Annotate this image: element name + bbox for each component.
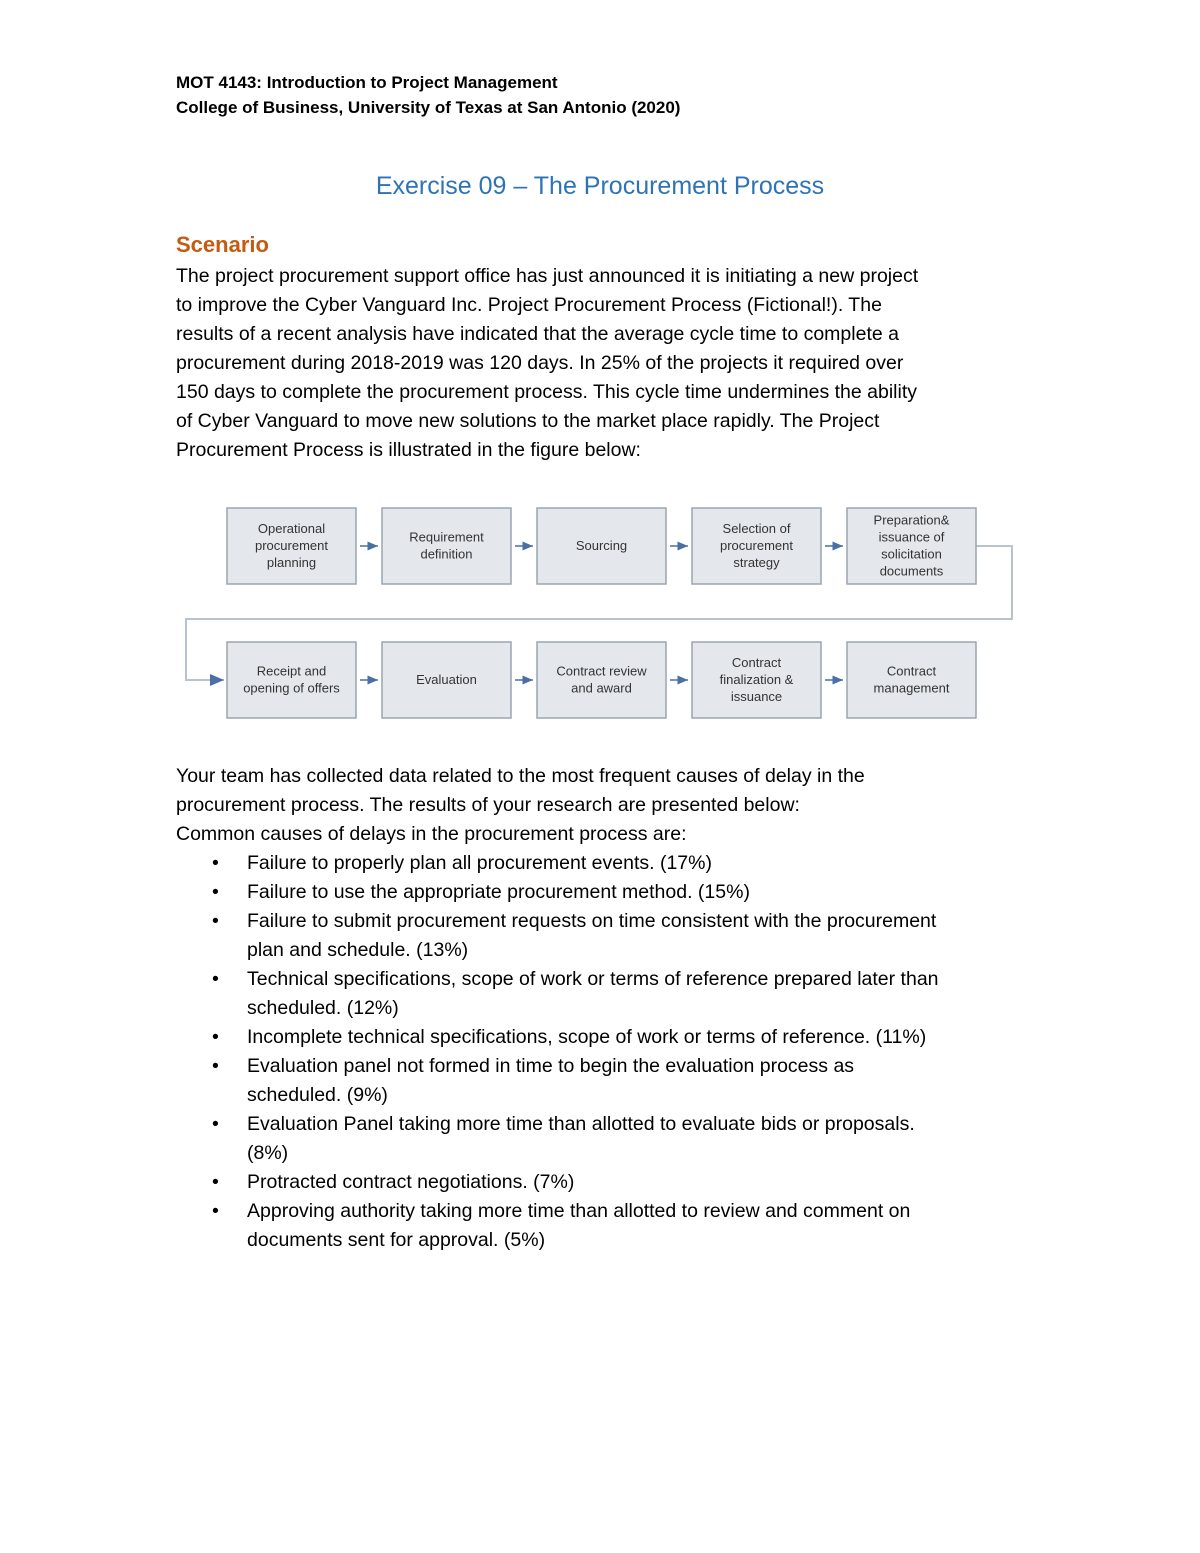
process-step-box — [692, 642, 821, 718]
process-step-label: opening of offers — [243, 680, 340, 696]
process-step-label: Evaluation — [416, 672, 477, 687]
bullet-icon: • — [212, 852, 219, 874]
process-step-box — [227, 642, 356, 718]
process-step-label: procurement — [720, 538, 793, 553]
list-item: • Protracted contract negotiations. (7%) — [176, 1168, 1036, 1197]
process-step-box — [847, 508, 976, 584]
process-step-box — [227, 508, 356, 584]
scenario-line: to improve the Cyber Vanguard Inc. Project Procurement Process (Fictional!). The — [176, 294, 882, 316]
process-step-label: and award — [571, 680, 632, 696]
bullet-icon: • — [212, 1026, 219, 1048]
list-item: • Approving authority taking more time than allotted to review and comment on documents sent for approval. (5%) — [176, 1197, 1036, 1255]
bullet-icon: • — [212, 968, 219, 990]
bullet-icon: • — [212, 1171, 219, 1193]
process-step-label: Selection of — [722, 521, 791, 536]
list-item: • Evaluation panel not formed in time to begin the evaluation process as scheduled. (9%) — [176, 1052, 1036, 1110]
scenario-heading: Scenario — [176, 232, 269, 257]
process-step-label: definition — [420, 546, 473, 562]
process-step-label: Preparation& — [873, 512, 950, 528]
process-step-label: documents — [879, 563, 944, 579]
list-item: • Failure to use the appropriate procurement method. (15%) — [176, 878, 1036, 907]
process-step-label: procurement — [255, 538, 328, 553]
bullet-icon: • — [212, 1200, 219, 1222]
list-item: • Failure to submit procurement requests on time consistent with the procurement plan and schedule. (13%) — [176, 907, 1036, 965]
team-paragraph — [176, 762, 1026, 820]
scenario-line: 150 days to complete the procurement process. This cycle time undermines the ability — [176, 381, 917, 403]
process-flow-svg — [176, 498, 1026, 728]
scenario-line: Procurement Process is illustrated in the figure below: — [176, 439, 641, 461]
process-step-label: Operational — [257, 521, 326, 536]
process-step-label: strategy — [733, 555, 780, 570]
process-step-label: Contract review — [556, 663, 647, 679]
scenario-line: of Cyber Vanguard to move new solutions to the market place rapidly. The Project — [176, 410, 880, 432]
process-step-label: Receipt and — [256, 663, 327, 679]
process-step-label: Sourcing — [575, 538, 628, 553]
causes-list — [176, 849, 1036, 1255]
college-line: College of Business, University of Texas at San Antonio (2020) — [176, 98, 681, 117]
team-line: Your team has collected data related to the most frequent causes of delay in the — [176, 765, 865, 787]
process-step-label: issuance — [730, 689, 783, 704]
bullet-icon: • — [212, 881, 219, 903]
bullet-icon: • — [212, 1055, 219, 1077]
process-step-label: Contract — [886, 663, 937, 679]
scenario-line: The project procurement support office has just announced it is initiating a new project — [176, 265, 919, 287]
process-step-box — [382, 642, 511, 718]
process-step-box — [382, 508, 511, 584]
process-step-label: Requirement — [409, 529, 484, 545]
process-step-box — [847, 642, 976, 718]
list-item: • Failure to properly plan all procurement events. (17%) — [176, 849, 1036, 878]
process-step-label: management — [873, 680, 950, 696]
process-step-label: Contract — [731, 655, 782, 670]
bullet-icon: • — [212, 910, 219, 932]
process-step-label: finalization & — [719, 672, 794, 687]
process-step-box — [537, 508, 666, 584]
scenario-paragraph — [176, 262, 1026, 465]
team-line: procurement process. The results of your research are presented below: — [176, 794, 800, 816]
list-item: • Evaluation Panel taking more time than allotted to evaluate bids or proposals. (8%) — [176, 1110, 1036, 1168]
process-step-label: issuance of — [878, 529, 945, 545]
list-item: • Technical specifications, scope of work or terms of reference prepared later than scheduled. (12%) — [176, 965, 1036, 1023]
bullet-icon: • — [212, 1113, 219, 1135]
scenario-line: results of a recent analysis have indicated that the average cycle time to complete a — [176, 323, 899, 345]
process-step-box — [537, 642, 666, 718]
course-title: MOT 4143: Introduction to Project Management — [176, 73, 558, 92]
list-item: • Incomplete technical specifications, scope of work or terms of reference. (11%) — [176, 1023, 1036, 1052]
process-step-box — [692, 508, 821, 584]
page-title: Exercise 09 – The Procurement Process — [375, 172, 825, 200]
procurement-process-diagram — [176, 498, 1026, 728]
process-step-label: solicitation — [881, 546, 942, 562]
document-header — [176, 70, 680, 120]
causes-intro: Common causes of delays in the procurement process are: — [176, 823, 687, 845]
scenario-line: procurement during 2018-2019 was 120 days. In 25% of the projects it required over — [176, 352, 904, 374]
process-step-label: planning — [266, 555, 317, 570]
